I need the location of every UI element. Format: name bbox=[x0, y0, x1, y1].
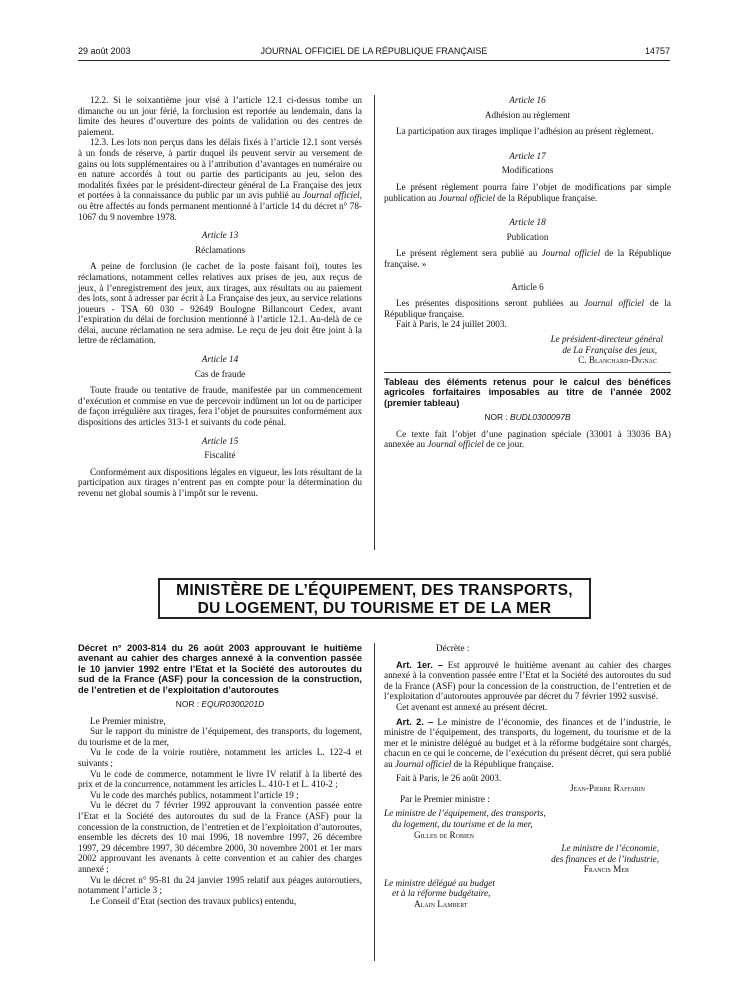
premier-ministre: Le Premier ministre, bbox=[90, 715, 166, 726]
fait-a-paris-1: Fait à Paris, le 24 juillet 2003. bbox=[396, 319, 507, 330]
visa-code-commerce: Vu le code de commerce, notamment le livre IV relatif à la liberté des prix et de la concurrence, notamment les articles L. 410-1 et L. 410-2 ; bbox=[78, 768, 362, 790]
article-16-title: Adhésion au règlement bbox=[484, 109, 571, 120]
minister-economie-title-2: des finances et de l’industrie, bbox=[551, 853, 659, 864]
signature-title-1: Le président-directeur général bbox=[550, 333, 663, 344]
signature-lambert: Alain Lambert bbox=[414, 899, 468, 910]
article-15-text: Conformément aux dispositions légales en vigueur, les lots résultant de la participation aux tirages n’entrent pas en compte pour la détermination du revenu net global soumis à l’impôt sur le revenu. bbox=[78, 466, 362, 498]
ministry-banner-line-1: MINISTÈRE DE L’ÉQUIPEMENT, DES TRANSPORTS, bbox=[176, 582, 573, 599]
article-13-text: A peine de forclusion (le cachet de la poste faisant foi), toutes les réclamations, notamment celles relatives aux prises de jeu, aux reçus de jeux, à l’enregistrement des jeux, aux tirages, aux résultats ou au paiement des lots, sont à adresser par écrit à La Française des jeux, au service relations joueurs - TSA 60 030 - 92649 Boulogne Billancourt Cedex, avant l’expiration du délai de forclusion mentionné à l’article 12.1. Au-delà de ce délai, aucune réclamation ne sera admise. Le reçu de jeu doit être joint à la lettre de réclamation. bbox=[78, 261, 362, 346]
article-16-heading: Article 16 bbox=[509, 95, 546, 105]
column-divider-top bbox=[374, 95, 375, 550]
article-17-title: Modifications bbox=[501, 165, 554, 176]
header-date: 29 août 2003 bbox=[78, 46, 131, 56]
article-14-heading: Article 14 bbox=[201, 354, 239, 365]
minister-budget-title-1: Le ministre délégué au budget bbox=[384, 877, 495, 888]
article-13-heading: Article 13 bbox=[201, 230, 239, 241]
left-column-top bbox=[78, 95, 362, 499]
article-15-title: Fiscalité bbox=[204, 450, 236, 461]
signature-name-blanchard: C. Blanchard-Dignac bbox=[578, 355, 657, 366]
right-column-top bbox=[384, 95, 671, 450]
minister-budget-title-2: et à la réforme budgétaire, bbox=[392, 888, 491, 899]
article-14-text: Toute fraude ou tentative de fraude, manifestée par un commencement d’exécution et commise en vue de percevoir indûment un lot ou de participer de façon irrégulière aux tirages, fera l’objet de poursuites conformément aux dispositions des articles 313-1 et suivants du code pénal. bbox=[78, 385, 362, 428]
decret-nor: NOR : EQUR0300201D bbox=[175, 699, 265, 710]
article-1: Art. 1er. – Est approuvé le huitième avenant au cahier des charges annexé à la convention passée entre l’Etat et la Société des autoroutes du sud de la France (ASF) pour la concession de la construction, de l’entretien et de l’exploitation d’autoroutes approuvée par décret du 7 février 1992 susvisé. bbox=[384, 659, 671, 702]
header-page-number: 14757 bbox=[644, 46, 670, 56]
minister-equipement-title-1: Le ministre de l’équipement, des transports, bbox=[384, 808, 546, 819]
visa-code-voirie: Vu le code de la voirie routière, notamment les articles L. 122-4 et suivants ; bbox=[78, 747, 362, 768]
visa-rapport: Sur le rapport du ministre de l’équipement, des transports, du logement, du tourisme et de la mer, bbox=[78, 726, 362, 747]
tableau-text: Ce texte fait l’objet d’une pagination spéciale (33001 à 33036 BA) annexée au Journal officiel de ce jour. bbox=[384, 428, 671, 450]
article-13-title: Réclamations bbox=[194, 244, 245, 255]
article-15-heading: Article 15 bbox=[201, 435, 239, 446]
signature-robien: Gilles de Robien bbox=[414, 829, 475, 840]
header-journal-title: JOURNAL OFFICIEL DE LA RÉPUBLIQUE FRANÇAISE bbox=[260, 46, 488, 56]
ministry-banner-line-2: DU LOGEMENT, DU TOURISME ET DE LA MER bbox=[197, 600, 552, 617]
visa-marches-publics: Vu le code des marchés publics, notamment l’article 19 ; bbox=[90, 789, 299, 800]
signature-title-2: de La Française des jeux, bbox=[562, 344, 657, 355]
signature-mer: Francis Mer bbox=[583, 864, 629, 875]
decrete-label: Décrète : bbox=[436, 643, 470, 653]
article-1-annexe: Cet avenant est annexé au présent décret. bbox=[396, 701, 548, 712]
paragraph-12-3: 12.3. Les lots non perçus dans les délais fixés à l’article 12.1 sont versés à un fonds de réserve, à partir duquel ils peuvent servir au versement de gains ou lots supplémentaires ou à l’attribution d’avantages en numéraire ou en nature accordés à tout ou partie des participants au jeu, selon des modalités fixées par le président-directeur général de La Française des jeux et portées à la connaissance du public par un avis publié au Journal officiel, ou être affectés au fonds permanent mentionné à l’article 14 du décret n° 78-1067 du 9 novembre 1978. bbox=[78, 137, 363, 222]
minister-economie-title-1: Le ministre de l’économie, bbox=[561, 843, 659, 854]
visa-conseil-etat: Le Conseil d’Etat (section des travaux publics) entendu, bbox=[90, 895, 297, 906]
left-column-bottom bbox=[78, 643, 362, 906]
article-17-heading: Article 17 bbox=[509, 150, 546, 161]
page-header bbox=[78, 46, 670, 60]
tableau-title: Tableau des éléments retenus pour le calcul des bénéfices agricoles forfaitaires imposables au titre de l’année 2002 (premier tableau) bbox=[384, 376, 671, 408]
article-6-text: Les présentes dispositions seront publiées au Journal officiel de la République française. bbox=[384, 298, 671, 319]
column-divider-bottom bbox=[374, 643, 375, 961]
article-17-text: Le présent règlement pourra faire l’objet de modifications par simple publication au Journal officiel de la République française. bbox=[384, 181, 671, 203]
fait-a-paris-2: Fait à Paris, le 26 août 2003. bbox=[396, 772, 502, 783]
paragraph-12-2: 12.2. Si le soixantième jour visé à l’article 12.1 ci-dessus tombe un dimanche ou un jour férié, la forclusion est reportée au lendemain, dans la limite des heures d’ouverture des points de validation ou des centres de paiement. bbox=[78, 95, 362, 137]
article-16-text: La participation aux tirages implique l’adhésion au présent règlement. bbox=[396, 126, 654, 137]
article-6-heading: Article 6 bbox=[511, 281, 544, 292]
decret-title: Décret n° 2003-814 du 26 août 2003 approuvant le huitième avenant au cahier des charges annexé à la convention passée le 10 janvier 1992 entre l’Etat et la Société des autoroutes du sud de la France (ASF) pour la concession de la construction, de l’entretien et de l’exploitation d’autoroutes bbox=[78, 643, 362, 695]
tableau-nor: NOR : BUDL0300097B bbox=[484, 411, 571, 422]
par-premier-ministre: Par le Premier ministre : bbox=[400, 793, 490, 804]
right-column-bottom bbox=[384, 643, 671, 910]
visa-decret-1995: Vu le décret n° 95-81 du 24 janvier 1995 relatif aux péages autoroutiers, notamment l’article 3 ; bbox=[78, 874, 362, 896]
ministry-banner bbox=[158, 578, 591, 619]
section-rule bbox=[384, 372, 671, 373]
article-18-heading: Article 18 bbox=[509, 217, 546, 228]
signature-raffarin: Jean-Pierre Raffarin bbox=[569, 783, 645, 794]
header-rule bbox=[78, 60, 670, 61]
article-18-text: Le présent règlement sera publié au Journal officiel de la République française. » bbox=[384, 248, 671, 269]
article-18-title: Publication bbox=[506, 231, 549, 242]
minister-equipement-title-2: du logement, du tourisme et de la mer, bbox=[392, 818, 533, 829]
article-2: Art. 2. – Le ministre de l’économie, des finances et de l’industrie, le ministre de l’équipement, des transports, du logement, du tourisme et de la mer et le ministre délégué au budget et à la réforme budgétaire sont chargés, chacun en ce qui le concerne, de l’exécution du présent décret, qui sera publié au Journal officiel de la République française. bbox=[384, 716, 671, 769]
article-14-title: Cas de fraude bbox=[194, 368, 246, 379]
visa-decret-1992: Vu le décret du 7 février 1992 approuvant la convention passée entre l’Etat et la Société des autoroutes du sud de la France (ASF) pour la concession de la construction, de l’entretien et de l’exploitation d’autoroutes, ensemble les décrets des 10 mai 1996, 18 novembre 1997, 26 décembre 1997, 29 décembre 1997, 30 décembre 2000, 30 novembre 2001 et 1er mars 2002 approuvant les avenants à cette convention et au cahier des charges annexé ; bbox=[78, 800, 362, 874]
